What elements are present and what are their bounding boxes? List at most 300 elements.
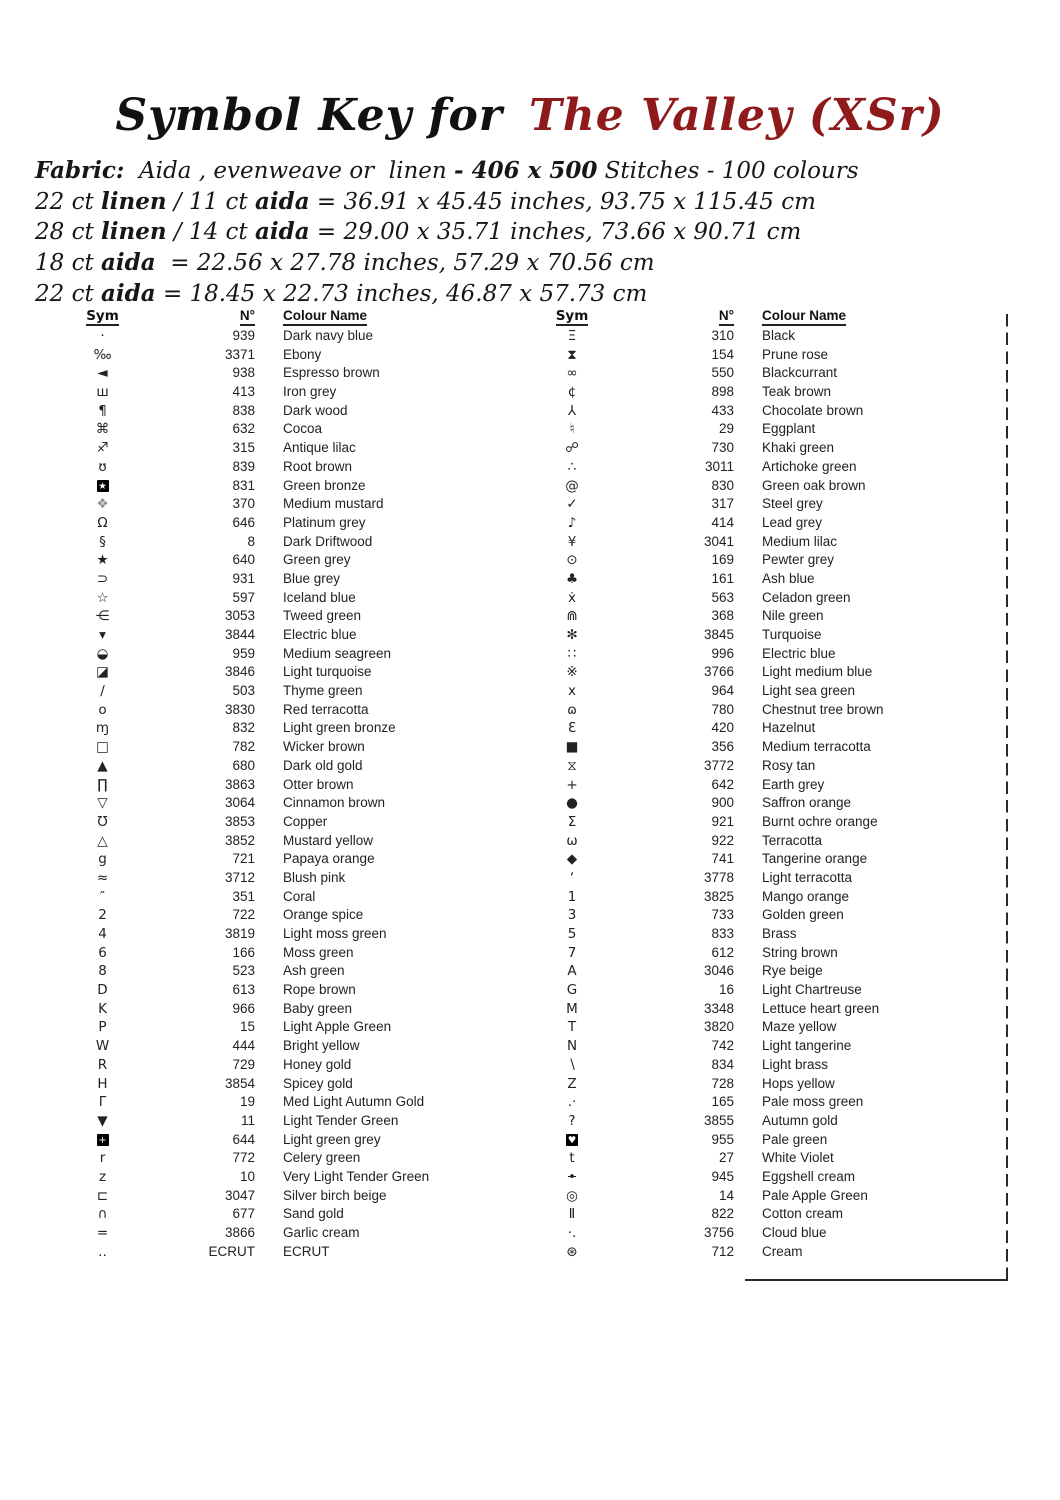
stitch-symbol-icon: 4 — [98, 926, 107, 942]
colour-name-cell: Turquoise — [762, 627, 822, 642]
symbol-row — [60, 1224, 508, 1243]
symbol-cell — [60, 477, 145, 496]
stitch-symbol-icon: ⧗ — [567, 346, 577, 363]
colour-name-cell: Honey gold — [283, 1056, 352, 1072]
stitch-symbol-icon: o — [98, 701, 107, 718]
thread-number-cell: 3046 — [703, 963, 734, 979]
thread-number-cell: 646 — [232, 514, 255, 530]
thread-number-cell: 730 — [711, 440, 734, 456]
thread-number-cell: 597 — [232, 589, 255, 605]
symbol-cell — [60, 813, 145, 832]
symbol-row — [528, 1205, 1006, 1224]
symbol-cell — [528, 514, 616, 533]
stitch-symbol-icon: ☆ — [96, 589, 109, 606]
stitch-symbol-icon: N — [566, 1038, 578, 1055]
symbol-cell — [528, 327, 616, 346]
symbol-cell — [60, 850, 145, 869]
colour-name-cell: Light Chartreuse — [762, 982, 862, 998]
symbol-cell — [60, 925, 145, 944]
symbol-row — [60, 514, 508, 533]
symbol-row — [60, 1000, 508, 1019]
symbol-row — [528, 850, 1006, 869]
thread-number-cell: 3830 — [224, 701, 255, 717]
symbol-cell — [60, 589, 145, 608]
symbol-row — [60, 906, 508, 925]
stitch-symbol-icon: T — [567, 1019, 577, 1036]
thread-number-cell: 3844 — [224, 627, 255, 642]
colour-name-cell: Mango orange — [762, 888, 850, 904]
symbol-row — [60, 364, 508, 383]
colour-name-cell: Medium mustard — [283, 496, 384, 512]
colour-name-cell: Light turquoise — [283, 664, 372, 680]
page-title-prefix: Symbol Key for — [115, 90, 503, 141]
fabric-text-segment: 18 ct — [35, 250, 102, 277]
colour-name-cell: Autumn gold — [762, 1112, 838, 1128]
symbol-cell — [60, 832, 145, 851]
symbol-table-right — [528, 308, 1006, 1261]
fabric-text-segment: / 14 ct — [166, 219, 255, 246]
stitch-symbol-icon: ◒ — [96, 645, 109, 662]
colour-name-cell: Hops yellow — [762, 1075, 835, 1091]
symbol-cell — [528, 776, 616, 795]
stitch-symbol-icon: ▼ — [97, 1112, 108, 1129]
thread-number-cell: 722 — [232, 907, 255, 923]
stitch-symbol-icon: · — [100, 328, 105, 344]
stitch-symbol-icon: 8 — [98, 963, 107, 980]
colour-name-cell: Celery green — [283, 1150, 361, 1166]
colour-name-cell: Medium lilac — [762, 533, 838, 549]
colour-name-cell: Red terracotta — [283, 701, 369, 717]
symbol-row — [60, 346, 508, 365]
stitch-symbol-icon: ♮ — [569, 421, 575, 438]
symbol-cell — [528, 682, 616, 701]
thread-number-cell: 921 — [711, 813, 734, 829]
colour-name-cell: Nile green — [762, 608, 824, 624]
colour-name-cell: Orange spice — [283, 907, 364, 923]
symbol-row — [60, 1018, 508, 1037]
symbol-cell — [528, 794, 616, 813]
thread-number-cell: 351 — [232, 888, 255, 904]
symbol-cell — [528, 458, 616, 477]
thread-number-cell: 3766 — [703, 664, 734, 680]
symbol-cell — [528, 850, 616, 869]
colour-name-cell: Earth grey — [762, 776, 825, 792]
stitch-symbol-icon: ʊ — [98, 458, 107, 475]
colour-name-cell: Cotton cream — [762, 1206, 844, 1222]
fabric-line — [35, 248, 1025, 279]
symbol-cell — [528, 1056, 616, 1075]
colour-name-cell: Electric blue — [283, 627, 357, 642]
symbol-row — [528, 1243, 1006, 1262]
thread-number-cell: 3863 — [224, 776, 255, 792]
stitch-symbol-icon: 3 — [567, 907, 577, 924]
thread-number-cell: 3053 — [224, 608, 255, 624]
stitch-symbol-icon: ❖ — [96, 496, 109, 513]
table-bottom-border-line — [745, 1279, 1008, 1281]
symbol-cell — [528, 1205, 616, 1224]
symbol-row — [528, 813, 1006, 832]
symbol-row — [528, 1187, 1006, 1206]
symbol-row — [60, 1205, 508, 1224]
thread-number-cell: 3756 — [703, 1225, 734, 1240]
symbol-cell — [528, 533, 616, 552]
symbol-row — [60, 458, 508, 477]
symbol-cell — [528, 1168, 616, 1187]
symbol-row — [60, 477, 508, 496]
thread-number-cell: 898 — [711, 384, 734, 400]
header-sym: Sym — [86, 308, 119, 324]
thread-number-cell: 712 — [711, 1243, 734, 1259]
colour-name-cell: Blush pink — [283, 869, 346, 885]
colour-name-cell: Mustard yellow — [283, 832, 374, 848]
symbol-row — [528, 719, 1006, 738]
symbol-row — [528, 738, 1006, 757]
symbol-cell — [528, 1187, 616, 1206]
colour-name-cell: Light tangerine — [762, 1038, 852, 1054]
colour-name-cell: Green grey — [283, 552, 351, 568]
fabric-text-segment: Stitches - 100 colours — [597, 158, 859, 184]
symbol-cell — [528, 402, 616, 421]
fabric-text-segment: = 29.00 x 35.71 inches, 73.66 x 90.71 cm — [309, 219, 802, 246]
thread-number-cell: 3011 — [704, 458, 734, 474]
colour-name-cell: Lettuce heart green — [762, 1000, 880, 1016]
symbol-cell — [60, 719, 145, 738]
symbol-row — [60, 869, 508, 888]
symbol-cell — [528, 832, 616, 851]
fabric-text-segment: aida — [101, 249, 156, 277]
stitch-symbol-icon: P — [98, 1019, 107, 1036]
symbol-cell — [60, 1131, 145, 1150]
stitch-symbol-icon: △ — [97, 832, 108, 849]
colour-name-cell: Rye beige — [762, 963, 823, 979]
colour-name-cell: Green bronze — [283, 477, 366, 493]
fabric-text-segment: 22 ct — [35, 280, 102, 307]
symbol-row — [528, 570, 1006, 589]
symbol-cell — [60, 776, 145, 795]
colour-name-cell: Wicker brown — [283, 739, 365, 755]
stitch-symbol-icon: ∩ — [97, 1206, 108, 1223]
thread-number-cell: 838 — [232, 402, 255, 418]
thread-number-cell: 721 — [232, 851, 255, 867]
fabric-text-segment: 22 ct — [35, 188, 102, 215]
colour-name-cell: Brass — [762, 926, 797, 941]
stitch-symbol-icon: ¶ — [98, 402, 107, 419]
colour-name-cell: Saffron orange — [762, 795, 852, 811]
thread-number-cell: 728 — [711, 1075, 734, 1091]
symbol-cell — [528, 495, 616, 514]
colour-name-cell: Light medium blue — [762, 664, 873, 680]
colour-name-cell: Iron grey — [283, 384, 337, 400]
symbol-row — [528, 925, 1006, 944]
fabric-text-segment: - 406 x 500 — [454, 157, 598, 184]
symbol-cell — [60, 495, 145, 514]
stitch-symbol-icon: ⧖ — [567, 757, 577, 774]
symbol-row — [528, 1037, 1006, 1056]
colour-name-cell: Coral — [283, 888, 316, 904]
thread-number-cell: 833 — [711, 926, 734, 941]
symbol-row — [60, 1187, 508, 1206]
symbol-cell — [528, 719, 616, 738]
symbol-table-left — [60, 308, 508, 1261]
thread-number-cell: 938 — [232, 365, 255, 381]
colour-name-cell: Ebony — [283, 346, 322, 362]
stitch-symbol-icon: ◄ — [97, 365, 108, 382]
thread-number-cell: 3845 — [703, 627, 734, 642]
fabric-text-segment: aida — [254, 218, 310, 246]
thread-number-cell: 16 — [718, 982, 734, 998]
symbol-row — [528, 420, 1006, 439]
symbol-cell — [528, 813, 616, 832]
colour-name-cell: Light Tender Green — [283, 1112, 399, 1128]
symbol-cell — [528, 626, 616, 645]
thread-number-cell: 3852 — [224, 832, 255, 848]
symbol-cell — [60, 1243, 145, 1262]
fabric-text-segment: aida — [101, 279, 156, 307]
thread-number-cell: 959 — [232, 645, 255, 661]
stitch-symbol-icon: ∷ — [567, 645, 577, 662]
thread-number-cell: 10 — [239, 1168, 255, 1184]
stitch-symbol-icon: ω — [566, 832, 578, 849]
stitch-symbol-icon: □ — [96, 739, 109, 756]
symbol-row — [60, 981, 508, 1000]
stitch-symbol-icon: ¥ — [567, 533, 577, 550]
thread-number-cell: 3846 — [224, 664, 255, 680]
symbol-cell — [60, 439, 145, 458]
colour-name-cell: Blue grey — [283, 570, 341, 586]
symbol-row — [60, 383, 508, 402]
thread-number-cell: 169 — [711, 552, 734, 568]
symbol-cell — [60, 1149, 145, 1168]
symbol-cell — [528, 1131, 616, 1150]
symbol-row — [528, 1131, 1006, 1150]
stitch-symbol-icon: G — [566, 982, 578, 999]
symbol-cell — [60, 327, 145, 346]
page-title-name: The Valley (XSr) — [528, 90, 945, 141]
thread-number-cell: 3778 — [703, 869, 734, 885]
stitch-symbol-icon: ẋ — [568, 589, 576, 606]
thread-number-cell: 11 — [240, 1112, 255, 1128]
stitch-symbol-icon: ɷ — [567, 701, 577, 718]
symbol-row — [528, 1056, 1006, 1075]
thread-number-cell: 832 — [232, 720, 255, 736]
thread-number-cell: 370 — [232, 496, 255, 512]
symbol-row — [528, 495, 1006, 514]
stitch-symbol-icon: ♐ — [96, 440, 109, 457]
stitch-symbol-icon: ‥ — [97, 1243, 107, 1260]
page-title — [0, 90, 1060, 141]
thread-number-cell: 3819 — [224, 926, 255, 941]
colour-name-cell: Light brass — [762, 1056, 829, 1072]
symbol-row — [60, 570, 508, 589]
thread-number-cell: 356 — [711, 739, 734, 755]
thread-number-cell: 3348 — [703, 1000, 734, 1016]
symbol-row — [60, 701, 508, 720]
symbol-row — [60, 645, 508, 664]
symbol-cell — [60, 869, 145, 888]
symbol-cell — [528, 589, 616, 608]
thread-number-cell: 3047 — [224, 1187, 255, 1203]
stitch-symbol-icon: z — [98, 1168, 107, 1185]
thread-number-cell: 310 — [711, 328, 734, 343]
thread-number-cell: 939 — [232, 328, 255, 343]
symbol-row — [528, 589, 1006, 608]
fabric-info — [35, 156, 1025, 309]
colour-name-cell: Thyme green — [283, 683, 363, 699]
colour-name-cell: Cream — [762, 1243, 803, 1259]
colour-name-cell: Light green grey — [283, 1131, 381, 1147]
colour-name-cell: Pale green — [762, 1131, 828, 1147]
colour-name-cell: Burnt ochre orange — [762, 813, 878, 829]
thread-number-cell: 680 — [232, 757, 255, 773]
symbol-cell — [528, 607, 616, 626]
symbol-cell — [60, 1168, 145, 1187]
symbol-cell — [60, 1075, 145, 1094]
symbol-cell — [528, 944, 616, 963]
thread-number-cell: 830 — [711, 477, 734, 493]
symbol-cell — [60, 962, 145, 981]
thread-number-cell: 931 — [232, 570, 255, 586]
colour-name-cell: Khaki green — [762, 440, 835, 456]
symbol-row — [60, 1037, 508, 1056]
stitch-symbol-icon: ∴ — [567, 458, 577, 475]
symbol-row — [528, 626, 1006, 645]
colour-name-cell: Platinum grey — [283, 514, 366, 530]
thread-number-cell: 741 — [711, 851, 734, 867]
symbol-row — [60, 888, 508, 907]
stitch-symbol-icon: ·. — [567, 1225, 577, 1241]
thread-number-cell: 3041 — [703, 533, 734, 549]
colour-name-cell: Lead grey — [762, 514, 823, 530]
fabric-text-segment: = 22.56 x 27.78 inches, 57.29 x 70.56 cm — [155, 250, 655, 277]
stitch-symbol-icon: ▲ — [97, 757, 108, 774]
symbol-row — [60, 1075, 508, 1094]
thread-number-cell: 3371 — [224, 346, 255, 362]
symbol-row — [60, 402, 508, 421]
colour-name-cell: Cocoa — [283, 421, 323, 437]
symbol-row — [60, 663, 508, 682]
symbol-cell — [60, 944, 145, 963]
colour-name-cell: Medium seagreen — [283, 645, 392, 661]
colour-name-cell: Sand gold — [283, 1206, 344, 1222]
symbol-row — [60, 794, 508, 813]
stitch-symbol-icon: ✻ — [566, 627, 578, 643]
colour-name-cell: Light moss green — [283, 926, 387, 941]
symbol-row — [60, 719, 508, 738]
table-header — [60, 308, 508, 327]
stitch-symbol-icon: ⋒ — [566, 608, 578, 625]
fabric-text-segment: linen — [101, 187, 167, 215]
colour-name-cell: Light terracotta — [762, 869, 853, 885]
fabric-text-segment: = 36.91 x 45.45 inches, 93.75 x 115.45 cm — [309, 188, 816, 215]
symbol-cell — [528, 906, 616, 925]
stitch-symbol-icon: ♪ — [567, 514, 577, 531]
symbol-cell — [60, 1093, 145, 1112]
symbol-cell — [528, 757, 616, 776]
thread-number-cell: 922 — [711, 832, 734, 848]
thread-number-cell: 3064 — [224, 795, 255, 811]
symbol-row — [528, 663, 1006, 682]
symbol-cell — [528, 346, 616, 365]
symbol-row — [60, 533, 508, 552]
table-header — [528, 308, 1006, 327]
symbol-row — [60, 776, 508, 795]
symbol-row — [528, 607, 1006, 626]
thread-number-cell: 14 — [718, 1187, 734, 1203]
colour-name-cell: Dark wood — [283, 402, 348, 418]
colour-name-cell: Eggshell cream — [762, 1168, 856, 1184]
symbol-cell — [528, 477, 616, 496]
thread-number-cell: 433 — [711, 402, 734, 418]
thread-number-cell: 317 — [711, 496, 734, 512]
colour-name-cell: Tweed green — [283, 608, 362, 624]
colour-name-cell: Very Light Tender Green — [283, 1168, 430, 1184]
thread-number-cell: 966 — [232, 1000, 255, 1016]
stitch-symbol-icon: H — [97, 1075, 108, 1092]
symbol-row — [528, 1093, 1006, 1112]
symbol-row — [60, 813, 508, 832]
colour-name-cell: Iceland blue — [283, 589, 356, 605]
colour-name-cell: ECRUT — [283, 1243, 330, 1259]
thread-number-cell: 413 — [232, 384, 255, 400]
stitch-symbol-icon: x — [568, 683, 576, 700]
symbol-cell — [60, 1224, 145, 1243]
symbol-cell — [60, 1187, 145, 1206]
stitch-symbol-icon: ɱ — [95, 720, 110, 737]
symbol-row — [528, 1018, 1006, 1037]
symbol-cell — [60, 701, 145, 720]
fabric-text-segment: Aida , evenweave or linen — [124, 158, 455, 184]
symbol-cell — [528, 420, 616, 439]
stitch-symbol-icon: Ʊ — [97, 813, 108, 830]
symbol-row — [528, 364, 1006, 383]
stitch-symbol-icon: § — [99, 533, 106, 550]
table-right-border-line — [1006, 314, 1008, 1280]
colour-name-cell: Otter brown — [283, 776, 354, 792]
symbol-cell — [60, 533, 145, 552]
colour-name-cell: Hazelnut — [762, 720, 816, 736]
thread-number-cell: 19 — [239, 1094, 255, 1110]
thread-number-cell: 3825 — [703, 888, 734, 904]
symbol-cell — [60, 346, 145, 365]
colour-name-cell: Pewter grey — [762, 552, 835, 568]
symbol-cell — [528, 551, 616, 570]
symbol-cell — [60, 626, 145, 645]
symbol-row — [60, 551, 508, 570]
symbol-cell — [528, 1037, 616, 1056]
colour-name-cell: Terracotta — [762, 832, 823, 848]
colour-name-cell: Baby green — [283, 1000, 353, 1016]
symbol-row — [528, 832, 1006, 851]
thread-number-cell: 677 — [232, 1206, 255, 1222]
stitch-symbol-icon: ∕ — [100, 683, 105, 700]
symbol-row — [528, 906, 1006, 925]
colour-name-cell: Black — [762, 328, 796, 343]
stitch-symbol-icon: ¢ — [567, 384, 577, 401]
stitch-symbol-icon: g — [98, 851, 107, 868]
thread-number-cell: 839 — [232, 458, 255, 474]
colour-name-cell: Electric blue — [762, 645, 836, 661]
colour-name-cell: Cinnamon brown — [283, 795, 386, 811]
symbol-cell — [528, 383, 616, 402]
stitch-symbol-icon: ‘ — [569, 869, 575, 886]
symbol-row — [528, 757, 1006, 776]
symbol-row — [60, 607, 508, 626]
fabric-line — [35, 279, 1025, 310]
symbol-cell — [60, 383, 145, 402]
stitch-symbol-icon: 2 — [98, 907, 107, 924]
colour-name-cell: Bright yellow — [283, 1038, 360, 1054]
thread-number-cell: 550 — [711, 365, 734, 381]
